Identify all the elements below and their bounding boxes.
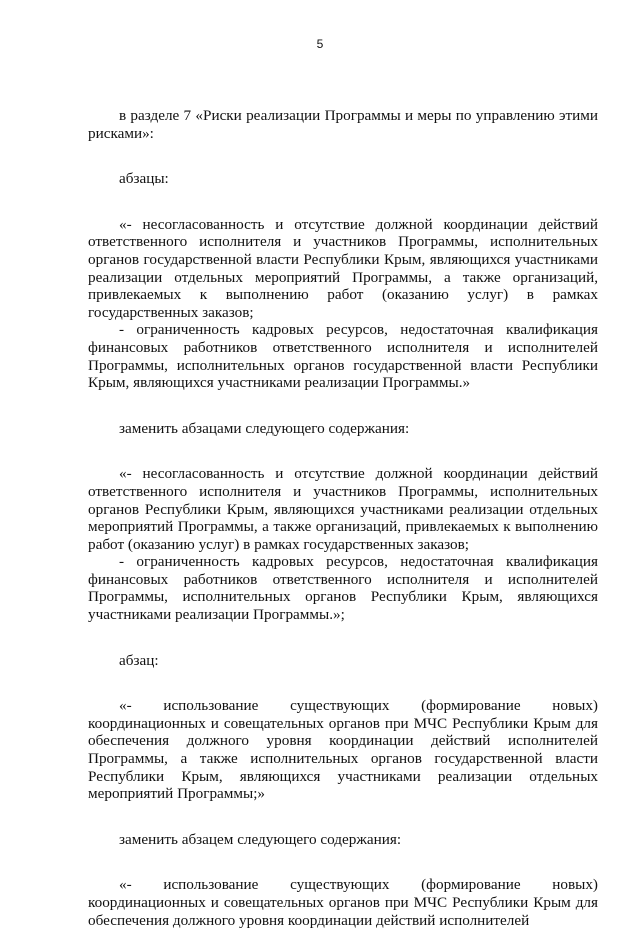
document-body [88,107,598,929]
old-paragraph-1: «- несогласованность и отсутствие должной координации действий ответственного исполнителя и участников Программы, исполнительных органов государственной власти Республики Крым, являющихся участниками реализации отдельных мероприятий Программы, а также организаций, привлекаемых к выполнению работ (оказанию услуг) в рамках государственных заказов; [88,215,598,321]
new-paragraph-2: - ограниченность кадровых ресурсов, недостаточная квалификация финансовых работников ответственного исполнителя и исполнителей Программы, исполнительных органов Республики Крым, являющихся участниками реализации Программы.»; [88,553,598,624]
old-paragraph-2: - ограниченность кадровых ресурсов, недостаточная квалификация финансовых работников ответственного исполнителя и исполнителей Программы, исполнительных органов государственной власти Республики Крым, являющихся участниками реализации Программы.» [88,321,598,392]
label-paragraph: абзац: [119,651,159,669]
replace-instruction: заменить абзацами следующего содержания: [119,419,410,437]
old-paragraph-3: «- использование существующих (формирование новых) координационных и совещательных органов при МЧС Республики Крым для обеспечения должного уровня координации действий исполнителей Программы, а также исполнительных органов государственной власти Республики Крым, являющихся участниками реализации отдельных мероприятий Программы;» [88,697,598,803]
section-intro: в разделе 7 «Риски реализации Программы и меры по управлению этими рисками»: [88,107,598,142]
page-number: 5 [316,37,324,51]
new-paragraph-3: «- использование существующих (формирование новых) координационных и совещательных органов при МЧС Республики Крым для обеспечения должного уровня координации действий исполнителей [88,876,598,929]
label-paragraphs: абзацы: [119,170,169,188]
replace-instruction-2: заменить абзацем следующего содержания: [119,830,402,848]
new-paragraph-1: «- несогласованность и отсутствие должной координации действий ответственного исполнителя и участников Программы, исполнительных органов Республики Крым, являющихся участниками реализации отдельных мероприятий Программы, а также организаций, привлекаемых к выполнению работ (оказанию услуг) в рамках государственных заказов; [88,465,598,553]
